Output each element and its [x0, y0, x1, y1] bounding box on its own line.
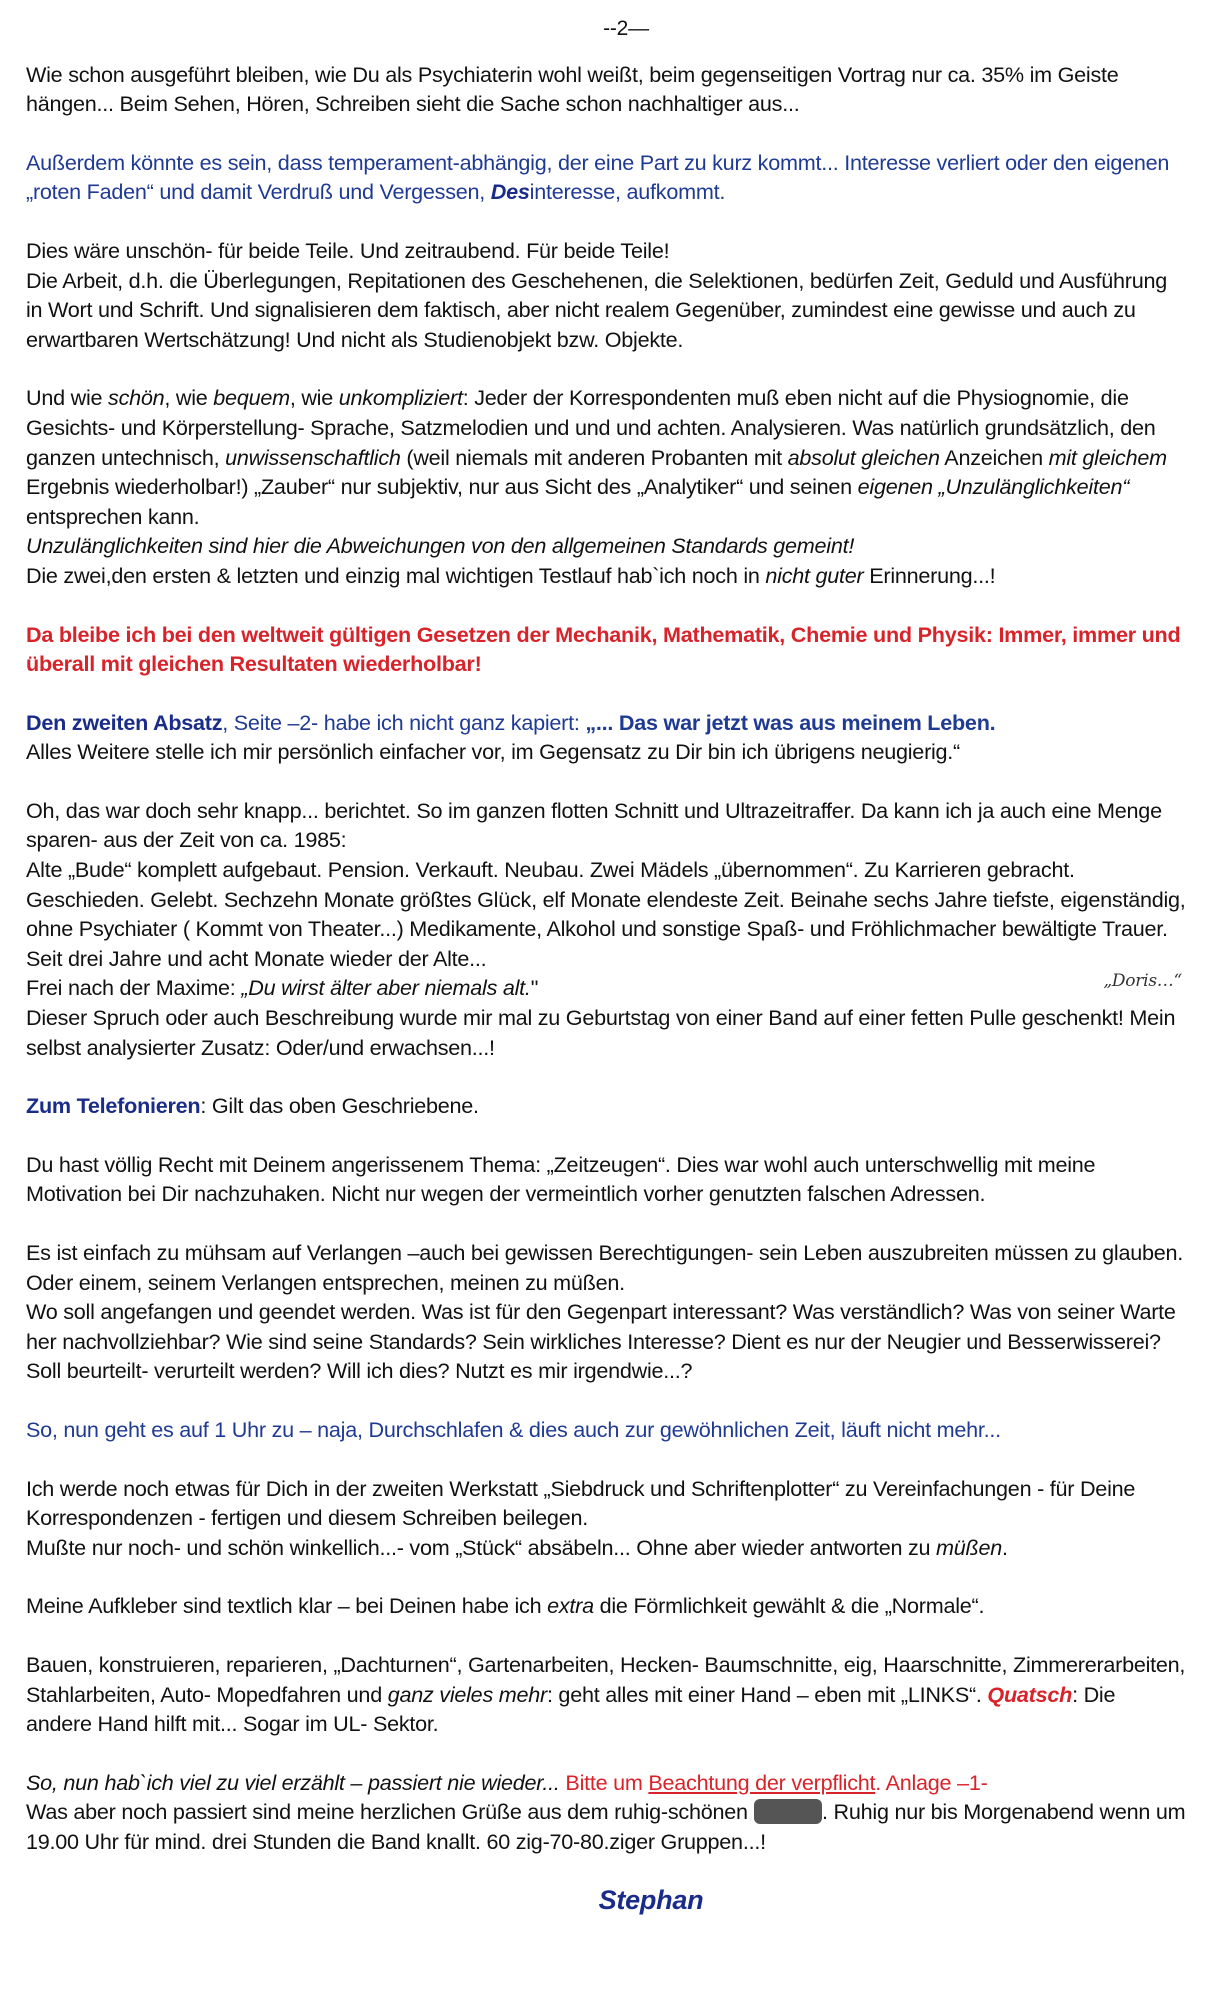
p7-c1: Frei nach der Maxime:	[26, 975, 242, 1001]
p13-i: extra	[547, 1593, 594, 1619]
page-number: --2—	[603, 17, 649, 40]
p10-b: Wo soll angefangen und geendet werden. Was ist für den Gegenpart interessant? Was verständlich? Was von seiner Warte her nachvollziehbar? Wie sind seine Standards? Sein wirkliches Interesse? Dient es nur der Neugier und Besserwisserei? Soll beurteilt- verurteilt werden? Will ich dies? Nutzt es mir irgendwie...?	[26, 1299, 1176, 1384]
p2-text-a: Außerdem könnte es sein, dass temperament-abhängig, der eine Part zu kurz kommt... Interesse verliert oder den eigenen „roten Faden“ und damit Verdruß und Vergessen,	[26, 149, 1170, 205]
p12-b1: Mußte nur noch- und schön winkellich...- vom „Stück“ absäbeln... Ohne aber wieder antworten zu	[26, 1534, 937, 1560]
p4-t1: Und wie	[26, 385, 109, 411]
p15-red2: . Anlage –1-	[875, 1769, 988, 1795]
p4-t2: , wie	[164, 385, 214, 411]
paragraph-13	[26, 1591, 1186, 1621]
p14-i: ganz vieles mehr	[387, 1681, 547, 1707]
paragraph-8	[26, 1091, 1186, 1121]
paragraph-7	[26, 796, 1186, 1062]
p15-red1: Bitte um	[565, 1769, 649, 1795]
p6-bold-heading: Den zweiten Absatz	[26, 709, 223, 735]
p7-d: Dieser Spruch oder auch Beschreibung wurde mir mal zu Geburtstag von einer Band auf einer fetten Pulle geschenkt! Mein selbst analysierter Zusatz: Oder/und erwachsen...!	[26, 1005, 1176, 1060]
p15-b: . Ruhig nur bis Morgenabend wenn um 19.00 Uhr für mind. drei Stunden die Band knallt. 60 zig-70-80.ziger Gruppen...!	[26, 1799, 1186, 1854]
paragraph-14	[26, 1650, 1186, 1739]
p4-t9: Die zwei,den ersten & letzten und einzig mal wichtigen Testlauf hab`ich noch in	[26, 562, 766, 588]
p4-i2: bequem	[213, 385, 290, 411]
p2-text-b: interesse, aufkommt.	[529, 179, 726, 205]
p15-a: Was aber noch passiert sind meine herzlichen Grüße aus dem ruhig-schönen	[26, 1799, 754, 1825]
paragraph-3	[26, 236, 1186, 354]
p7-c3: "	[530, 975, 539, 1001]
paragraph-4	[26, 383, 1186, 590]
p3-line-2: Die Arbeit, d.h. die Überlegungen, Repitationen des Geschehenen, die Selektionen, bedürfen Zeit, Geduld und Ausführung in Wort und Schrift. Und signalisieren dem faktisch, aber nicht realem Gegenüber, zumindest eine gewisse und auch zu erwartbaren Wertschätzung! Und nicht als Studienobjekt bzw. Objekte.	[26, 267, 1167, 352]
p4-t10: Erinnerung...!	[863, 562, 996, 588]
p4-t7: Ergebnis wiederholbar!) „Zauber“ nur subjektiv, nur aus Sicht des „Analytiker“ und seinen	[26, 474, 858, 500]
paragraph-12	[26, 1474, 1186, 1563]
p4-i6: mit gleichem	[1048, 444, 1167, 470]
p8-rest: : Gilt das oben Geschriebene.	[200, 1093, 479, 1119]
p4-t3: , wie	[289, 385, 339, 411]
p13-a: Meine Aufkleber sind textlich klar – bei Deinen habe ich	[26, 1593, 548, 1619]
p12-b2: müßen	[936, 1534, 1003, 1560]
letter-page	[26, 14, 1186, 1915]
p4-t8: entsprechen kann.	[26, 503, 200, 529]
paragraph-9: Du hast völlig Recht mit Deinem angerissenem Thema: „Zeitzeugen“. Dies war wohl auch unterschwellig mit meine Motivation bei Dir nachzuhaken. Nicht nur wegen der vermeintlich vorher genutzten falschen Adressen.	[26, 1151, 1096, 1207]
p14-red: Quatsch	[987, 1681, 1073, 1707]
p14-b: : geht alles mit einer Hand – eben mit „LINKS“.	[546, 1681, 988, 1707]
paragraph-2	[26, 148, 1186, 207]
p4-i3: unkompliziert	[338, 385, 463, 411]
p4-i1: schön	[108, 385, 165, 411]
paragraph-6	[26, 708, 1186, 767]
p4-i5: absolut gleichen	[787, 444, 940, 470]
p8-bold-heading: Zum Telefonieren	[26, 1093, 201, 1119]
p4-t5: (weil niemals mit anderen Probanten mit	[400, 444, 788, 470]
p15-italic: So, nun hab`ich viel zu viel erzählt – passiert nie wieder...	[26, 1769, 566, 1795]
p4-i8: Unzulänglichkeiten sind hier die Abweichungen von den allgemeinen Standards gemeint!	[26, 533, 855, 559]
p4-i9: nicht guter	[765, 562, 864, 588]
paragraph-15	[26, 1768, 1186, 1857]
p7-c2: „Du wirst älter aber niemals alt.	[241, 975, 531, 1001]
p2-emphasis: Des	[490, 179, 530, 205]
p6-blue-text: , Seite –2- habe ich nicht ganz kapiert:	[222, 709, 586, 735]
p6-rest: Alles Weitere stelle ich mir persönlich einfacher vor, im Gegensatz zu Dir bin ich übrigens neugierig.“	[26, 739, 961, 765]
paragraph-11: So, nun geht es auf 1 Uhr zu – naja, Durchschlafen & dies auch zur gewöhnlichen Zeit, läuft nicht mehr...	[26, 1416, 1001, 1442]
p4-i4: unwissenschaftlich	[225, 444, 401, 470]
p7-b: Alte „Bude“ komplett aufgebaut. Pension. Verkauft. Neubau. Zwei Mädels „übernommen“. Zu Karrieren gebracht. Geschieden. Gelebt. Sechzehn Monate größtes Glück, elf Monate elendeste Zeit. Beinahe sechs Jahre tiefste, eigenständig, ohne Psychiater ( Kommt von Theater...) Medikamente, Alkohol und sonstige Spaß- und Fröhlichmacher bewältigte Trauer. Seit drei Jahre und acht Monate wieder der Alte...	[26, 857, 1186, 971]
p3-line-1: Dies wäre unschön- für beide Teile. Und zeitraubend. Für beide Teile!	[26, 237, 670, 263]
p15-red-underlined: Beachtung der verpflicht	[648, 1769, 876, 1795]
p12-a: Ich werde noch etwas für Dich in der zweiten Werkstatt „Siebdruck und Schriftenplotter“ zu Vereinfachungen - für Deine Korrespondenzen - fertigen und diesem Schreiben beilegen.	[26, 1475, 1136, 1531]
p4-t4: : Jeder der Korrespondenten muß eben nicht auf die Physiognomie, die Gesichts- und Körperstellung- Sprache, Satzmelodien und und und achten. Analysieren. Was natürlich grundsätzlich, den ganzen untechnisch,	[26, 385, 1156, 470]
p13-b: die Förmlichkeit gewählt & die „Normale“.	[593, 1593, 985, 1619]
p14-c: : Die andere Hand hilft mit... Sogar im UL- Sektor.	[26, 1681, 1116, 1737]
p4-t6: Anzeichen	[939, 444, 1049, 470]
paragraph-10	[26, 1238, 1186, 1386]
p14-a: Bauen, konstruieren, reparieren, „Dachturnen“, Gartenarbeiten, Hecken- Baumschnitte, eig, Haarschnitte, Zimmererarbeiten, Stahlarbeiten, Auto- Mopedfahren und	[26, 1651, 1186, 1707]
p6-bold-quote: „... Das war jetzt was aus meinem Leben.	[585, 709, 996, 735]
p4-i7: eigenen „Unzulänglichkeiten“	[857, 474, 1130, 500]
signature: Stephan	[598, 1884, 704, 1915]
p12-b3: .	[1002, 1534, 1008, 1560]
p7-maxim-line	[26, 973, 1186, 1003]
ink-smudge: Thiede	[755, 1799, 821, 1825]
paragraph-5-highlight: Da bleibe ich bei den weltweit gültigen Gesetzen der Mechanik, Mathematik, Chemie und Physik: Immer, immer und überall mit gleichen Resultaten wiederholbar!	[26, 621, 1181, 677]
paragraph-1: Wie schon ausgeführt bleiben, wie Du als Psychiaterin wohl weißt, beim gegenseitigen Vortrag nur ca. 35% im Geiste hängen... Beim Sehen, Hören, Schreiben sieht die Sache schon nachhaltiger aus...	[26, 61, 1119, 117]
p7-a: Oh, das war doch sehr knapp... berichtet. So im ganzen flotten Schnitt und Ultrazeitraffer. Da kann ich ja auch eine Menge sparen- aus der Zeit von ca. 1985:	[26, 797, 1162, 853]
handwritten-note: „Doris…“	[1103, 971, 1182, 992]
p10-a: Es ist einfach zu mühsam auf Verlangen –auch bei gewissen Berechtigungen- sein Leben auszubreiten müssen zu glauben. Oder einem, seinem Verlangen entsprechen, meinen zu müßen.	[26, 1240, 1184, 1295]
